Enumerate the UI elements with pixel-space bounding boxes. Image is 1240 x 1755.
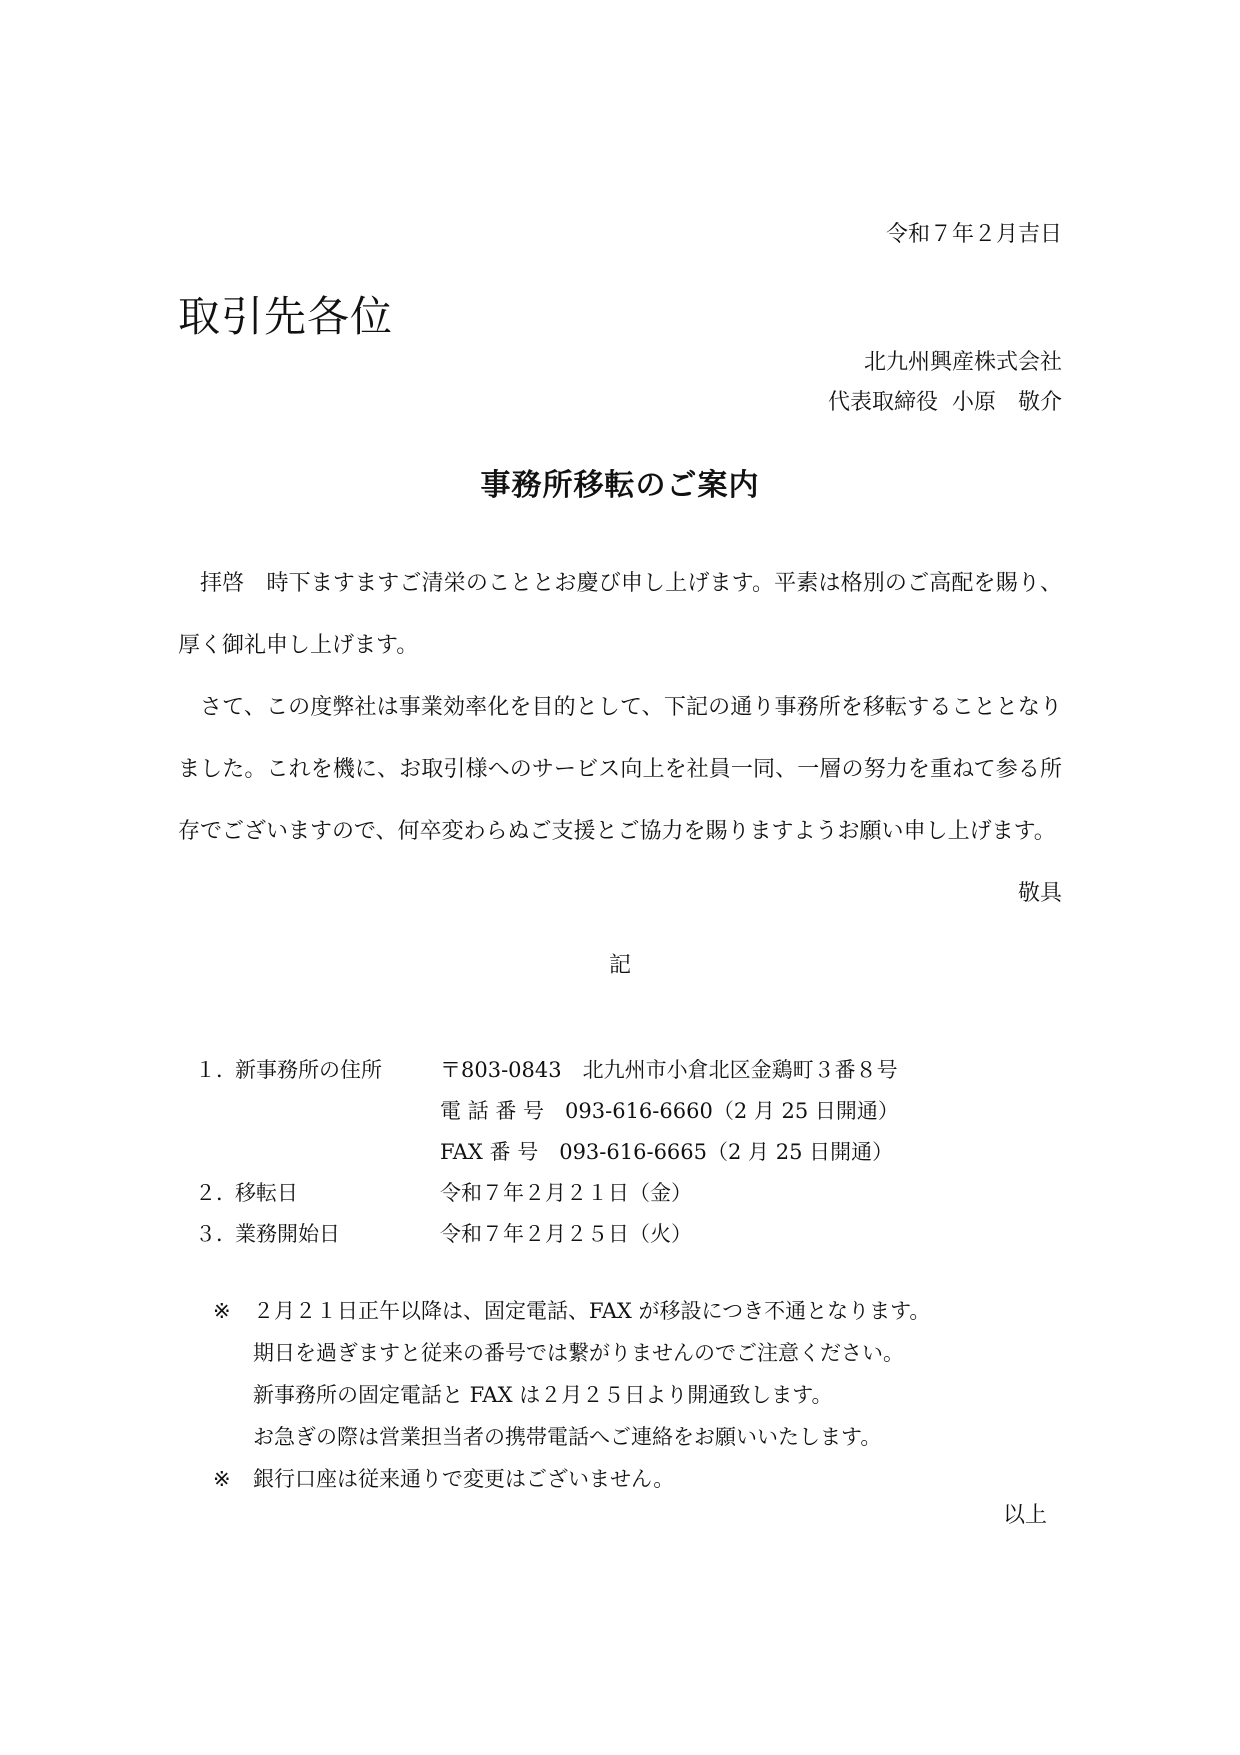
details-list [195,1050,1015,1255]
detail-number: ２． [195,1181,237,1205]
document-title: 事務所移転のご案内 [480,468,760,503]
note-text: 期日を過ぎますと従来の番号では繋がりませんのでご注意ください。 [253,1341,904,1365]
note-text: お急ぎの際は営業担当者の携帯電話へご連絡をお願いいたします。 [253,1425,882,1449]
detail-number: ３． [195,1222,237,1246]
recipient: 取引先各位 [178,292,394,341]
note-mark: ※ [213,1467,231,1491]
sender-person [828,385,1062,416]
sender-name: 小原 敬介 [951,390,1062,415]
sender-title: 代表取締役 [827,390,938,415]
note-text: ２月２１日正午以降は、固定電話、FAX が移設につき不通となります。 [253,1299,931,1323]
body-paragraph-2: さて、この度弊社は事業効率化を目的として、下記の通り事務所を移転することとなりました。これを機に、お取引様へのサービス向上を社員一同、一層の努力を重ねて参る所存でございますので、何卒変わらぬご支援とご協力を賜りますようお願い申し上げます。 [178,695,1062,844]
body-paragraph-1: 拝啓 時下ますますご清栄のこととお慶び申し上げます。平素は格別のご高配を賜り、厚く御礼申し上げます。 [178,571,1062,658]
letter-date: 令和７年２月吉日 [885,222,1062,247]
detail-label: 新事務所の住所 [235,1058,382,1082]
ki-heading: 記 [608,953,631,978]
end-word: 以上 [1002,1503,1047,1528]
detail-phone: 電 話 番 号 093-616-6660（2 月 25 日開通） [440,1099,899,1123]
detail-item-address [195,1050,1015,1091]
detail-item-move-date [195,1173,1015,1214]
sender-company: 北九州興産株式会社 [863,350,1062,375]
detail-item-start-date [195,1214,1015,1255]
letter-body [178,553,1062,863]
detail-label: 業務開始日 [235,1222,340,1246]
detail-address: 〒803-0843 北九州市小倉北区金鶏町３番８号 [440,1058,898,1082]
detail-value: 令和７年２月２５日（火） [440,1222,692,1246]
closing-word: 敬具 [1017,881,1062,906]
note-text: 銀行口座は従来通りで変更はございません。 [253,1467,675,1491]
note-text: 新事務所の固定電話と FAX は２月２５日より開通致します。 [253,1383,833,1407]
detail-number: １． [195,1058,237,1082]
detail-item-phone [195,1091,1015,1132]
detail-item-fax [195,1132,1015,1173]
note-mark: ※ [213,1299,231,1323]
detail-label: 移転日 [235,1181,298,1205]
detail-value: 令和７年２月２１日（金） [440,1181,692,1205]
detail-fax: FAX 番 号 093-616-6665（2 月 25 日開通） [440,1140,894,1164]
